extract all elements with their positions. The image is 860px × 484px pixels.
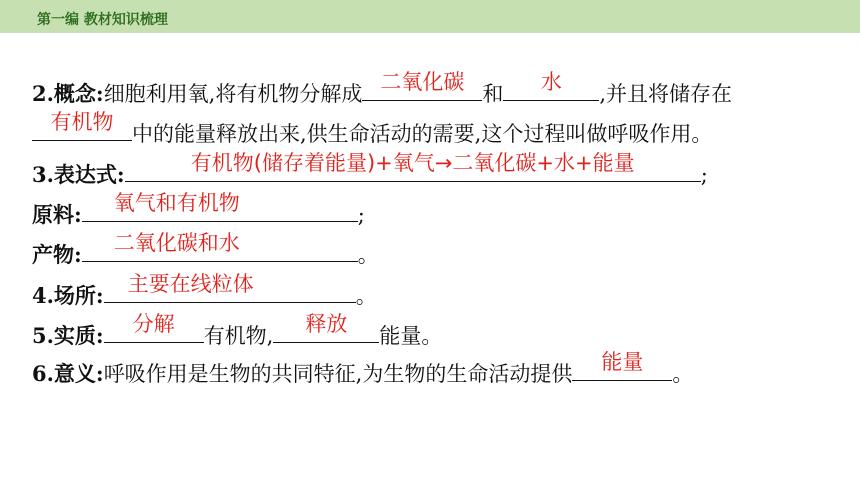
concept-text-1: 细胞利用氧,将有机物分解成 xyxy=(103,82,363,106)
product-blank xyxy=(82,231,358,262)
concept-text-2: 和 xyxy=(482,82,504,106)
meaning-text-1: 呼吸作用是生物的共同特征,为生物的生命活动提供 xyxy=(103,362,573,386)
product-line xyxy=(32,231,379,269)
concept-line-2 xyxy=(32,110,713,148)
raw-label: 原料: xyxy=(32,202,82,227)
expression-blank xyxy=(125,151,701,182)
site-label: 4.场所: xyxy=(32,283,104,308)
expression-end: ; xyxy=(700,163,708,187)
site-blank xyxy=(104,272,356,303)
concept-text-3: ,并且将储存在 xyxy=(599,82,733,106)
meaning-blank xyxy=(572,350,672,381)
site-answer: 主要在线粒体 xyxy=(127,272,254,296)
essence-blank-2 xyxy=(273,312,379,343)
essence-answer-1: 分解 xyxy=(132,312,175,336)
concept-blank-2 xyxy=(503,70,599,101)
site-line xyxy=(32,272,377,310)
essence-text-2: 能量。 xyxy=(379,324,443,348)
essence-text-1: 有机物, xyxy=(203,324,274,348)
product-label: 产物: xyxy=(32,242,82,267)
essence-answer-2: 释放 xyxy=(305,312,348,336)
expression-answer: 有机物(储存着能量)+氧气→二氧化碳+水+能量 xyxy=(190,151,635,175)
expression-line xyxy=(32,151,708,189)
concept-answer-1: 二氧化碳 xyxy=(380,70,465,94)
meaning-line xyxy=(32,350,694,388)
meaning-answer: 能量 xyxy=(601,350,644,374)
header-bar xyxy=(0,0,860,33)
meaning-end: 。 xyxy=(672,362,694,386)
expression-label: 3.表达式: xyxy=(32,162,125,187)
concept-blank-3 xyxy=(32,110,132,141)
section-title: 第一编 教材知识梳理 xyxy=(37,12,168,28)
concept-line-1 xyxy=(32,70,733,108)
concept-text-4: 中的能量释放出来,供生命活动的需要,这个过程叫做呼吸作用。 xyxy=(132,122,713,146)
concept-answer-2: 水 xyxy=(540,70,562,94)
raw-line xyxy=(32,191,365,229)
product-answer: 二氧化碳和水 xyxy=(113,231,240,255)
essence-blank-1 xyxy=(104,312,204,343)
raw-end: ; xyxy=(357,203,365,227)
essence-line xyxy=(32,312,443,350)
concept-answer-3: 有机物 xyxy=(50,110,114,134)
concept-blank-1 xyxy=(362,70,482,101)
site-end: 。 xyxy=(355,284,377,308)
meaning-label: 6.意义: xyxy=(32,361,104,386)
essence-label: 5.实质: xyxy=(32,323,104,348)
raw-answer: 氧气和有机物 xyxy=(113,191,240,215)
raw-blank xyxy=(82,191,358,222)
product-end: 。 xyxy=(357,243,379,267)
concept-label: 2.概念: xyxy=(32,81,104,106)
